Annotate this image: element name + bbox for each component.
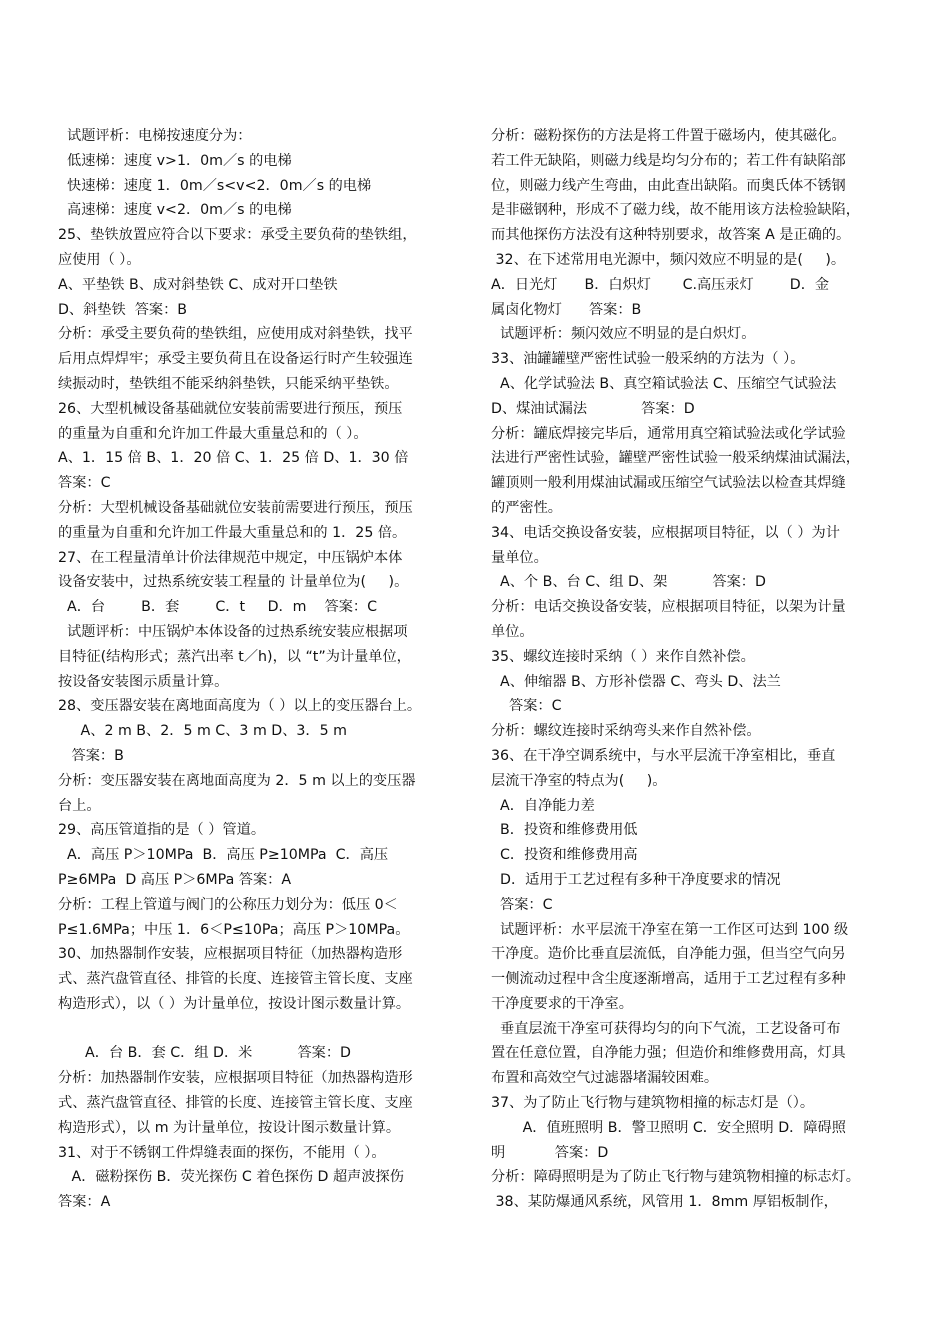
text-line: 台上。: [58, 797, 101, 814]
text-line: 高速梯：速度 v<2．0m／s 的电梯: [58, 202, 292, 219]
text-line: A、个 B、台 C、组 D、架 答案：D: [491, 574, 766, 591]
text-line: 的重量为自重和允许加工件最大重量总和的（ ）。: [58, 425, 368, 442]
text-line: 明 答案：D: [491, 1144, 609, 1161]
text-line: 分析：螺纹连接时采纳弯头来作自然补偿。: [491, 723, 761, 740]
text-line: A、2 m B、2．5 m C、3 m D、3．5 m: [58, 723, 347, 740]
text-line: 垂直层流干净室可获得均匀的向下气流，工艺设备可布: [491, 1020, 841, 1037]
text-line: 答案：B: [58, 747, 124, 764]
text-line: 快速梯：速度 1．0m／s<v<2．0m／s 的电梯: [58, 177, 372, 194]
text-line: 36、在干净空调系统中，与水平层流干净室相比，垂直: [491, 747, 836, 764]
text-line: 37、为了防止飞行物与建筑物相撞的标志灯是（）。: [491, 1095, 815, 1112]
text-line: A．自净能力差: [491, 797, 595, 814]
text-line: 目特征(结构形式；蒸汽出率 t／h)，以 “t”为计量单位，: [58, 648, 411, 665]
text-line: 分析：大型机械设备基础就位安装前需要进行预压，预压: [58, 499, 413, 516]
text-line: 33、油罐罐壁严密性试验一般采纳的方法为（ ）。: [491, 351, 805, 368]
text-line: 量单位。: [491, 549, 548, 566]
text-line: 法进行严密性试验，罐壁严密性试验一般采纳煤油试漏法，: [491, 450, 860, 467]
text-line: A、化学试验法 B、真空箱试验法 C、压缩空气试验法: [491, 375, 837, 392]
text-line: 干净度要求的干净室。: [491, 995, 633, 1012]
text-line: 分析：电话交换设备安装，应根据项目特征，以架为计量: [491, 599, 846, 616]
text-line: 34、电话交换设备安装，应根据项目特征，以（ ）为计: [491, 524, 840, 541]
text-line: A、平垫铁 B、成对斜垫铁 C、成对开口垫铁: [58, 276, 338, 293]
text-line: A．高压 P＞10MPa B．高压 P≥10MPa C．高压: [58, 847, 389, 864]
text-line: D、斜垫铁 答案：B: [58, 301, 187, 318]
text-line: 式、蒸汽盘管直径、排管的长度、连接管主管长度、支座: [58, 1095, 413, 1112]
text-line: 位，则磁力线产生弯曲，由此查出缺陷。而奥氏体不锈钢: [491, 177, 846, 194]
left-column: [58, 124, 463, 1215]
text-line: 分析：工程上管道与阀门的公称压力划分为：低压 0＜: [58, 896, 398, 913]
text-line: 答案：A: [58, 1194, 111, 1211]
text-line: A．磁粉探伤 B．荧光探伤 C 着色探伤 D 超声波探伤: [58, 1169, 404, 1186]
text-line: 设备安装中，过热系统安装工程量的 计量单位为( )。: [58, 574, 409, 591]
text-line: P≥6MPa D 高压 P＞6MPa 答案：A: [58, 871, 292, 888]
text-line: 35、螺纹连接时采纳（ ）来作自然补偿。: [491, 648, 755, 665]
text-line: 属卤化物灯 答案：B: [491, 301, 642, 318]
text-line: 若工件无缺陷，则磁力线是均匀分布的；若工件有缺陷部: [491, 152, 846, 169]
text-line: 25、垫铁放置应符合以下要求：承受主要负荷的垫铁组，: [58, 227, 417, 244]
text-line: 31、对于不锈钢工件焊缝表面的探伤，不能用（ ）。: [58, 1144, 386, 1161]
text-line: A．台 B．套 C．t D．m 答案：C: [58, 599, 378, 616]
text-line: 按设备安装图示质量计算。: [58, 673, 229, 690]
text-line: 的严密性。: [491, 499, 562, 516]
text-line: P≤1.6MPa；中压 1．6＜P≤10Pa；高压 P＞10MPa。: [58, 921, 410, 938]
text-line: 构造形式），以 m 为计量单位，按设计图示数量计算。: [58, 1119, 401, 1136]
text-line: 的重量为自重和允许加工件最大重量总和的 1．25 倍。: [58, 524, 407, 541]
text-line: 分析：罐底焊接完毕后，通常用真空箱试验法或化学试验: [491, 425, 846, 442]
text-line: A．值班照明 B．警卫照明 C．安全照明 D．障碍照: [491, 1119, 846, 1136]
text-line: 29、高压管道指的是（ ）管道。: [58, 822, 266, 839]
text-line: 分析：承受主要负荷的垫铁组，应使用成对斜垫铁，找平: [58, 326, 413, 343]
text-line: 分析：障碍照明是为了防止飞行物与建筑物相撞的标志灯。: [491, 1169, 860, 1186]
text-line: 32、在下述常用电光源中，频闪效应不明显的是( )。: [491, 251, 846, 268]
text-line: 是非磁钢种，形成不了磁力线，故不能用该方法检验缺陷，: [491, 202, 860, 219]
text-line: 试题评析：频闪效应不明显的是白炽灯。: [491, 326, 756, 343]
text-line: 层流干净室的特点为( )。: [491, 772, 667, 789]
text-line: D．适用于工艺过程有多种干净度要求的情况: [491, 871, 781, 888]
text-line: A、伸缩器 B、方形补偿器 C、弯头 D、法兰: [491, 673, 781, 690]
text-line: A．日光灯 B．白炽灯 C.高压汞灯 D．金: [491, 276, 830, 293]
text-line: 分析：磁粉探伤的方法是将工件置于磁场内，使其磁化。: [491, 128, 846, 144]
text-line: [58, 1017, 463, 1042]
text-line: 布置和高效空气过滤器堵漏较困难。: [491, 1070, 719, 1087]
text-line: 续振动时，垫铁组不能采纳斜垫铁，只能采纳平垫铁。: [58, 375, 399, 392]
text-line: D、煤油试漏法 答案：D: [491, 400, 695, 417]
text-line: A．台 B．套 C．组 D．米 答案：D: [58, 1045, 351, 1062]
text-line: 试题评析：电梯按速度分为：: [58, 128, 252, 144]
text-line: 分析：加热器制作安装，应根据项目特征（加热器构造形: [58, 1070, 413, 1087]
text-line: 干净度。造价比垂直层流低，自净能力强，但当空气向另: [491, 946, 846, 963]
text-line: 单位。: [491, 623, 534, 640]
text-line: 而其他探伤方法没有这种特别要求，故答案 A 是正确的。: [491, 227, 851, 244]
text-line: 应使用（ ）。: [58, 251, 141, 268]
right-column: [491, 124, 901, 1215]
text-line: 分析：变压器安装在离地面高度为 2．5 m 以上的变压器: [58, 772, 416, 789]
text-line: 答案：C: [58, 475, 111, 492]
text-line: B．投资和维修费用低: [491, 822, 638, 839]
text-line: 罐顶则一般利用煤油试漏或压缩空气试验法以检查其焊缝: [491, 475, 846, 492]
text-line: 置在任意位置，自净能力强；但造价和维修费用高，灯具: [491, 1045, 846, 1062]
text-line: 构造形式），以（ ）为计量单位，按设计图示数量计算。: [58, 995, 411, 1012]
text-line: 低速梯：速度 v>1．0m／s 的电梯: [58, 152, 292, 169]
text-line: 试题评析：中压锅炉本体设备的过热系统安装应根据项: [58, 623, 408, 640]
text-line: A、1．15 倍 B、1．20 倍 C、1．25 倍 D、1．30 倍: [58, 450, 409, 467]
text-line: 试题评析：水平层流干净室在第一工作区可达到 100 级: [491, 921, 849, 938]
text-line: 38、某防爆通风系统，风管用 1．8mm 厚铝板制作，: [491, 1194, 838, 1211]
text-line: 30、加热器制作安装，应根据项目特征（加热器构造形: [58, 946, 403, 963]
text-line: 一侧流动过程中含尘度逐渐增高，适用于工艺过程有多种: [491, 971, 846, 988]
text-line: 答案：C: [491, 698, 562, 715]
text-line: 式、蒸汽盘管直径、排管的长度、连接管主管长度、支座: [58, 971, 413, 988]
text-line: 后用点焊焊牢；承受主要负荷且在设备运行时产生较强连: [58, 351, 413, 368]
text-line: 27、在工程量清单计价法律规范中规定，中压锅炉本体: [58, 549, 403, 566]
text-line: C．投资和维修费用高: [491, 847, 638, 864]
text-line: 28、变压器安装在离地面高度为（ ）以上的变压器台上。: [58, 698, 422, 715]
text-line: 答案：C: [491, 896, 553, 913]
text-line: 26、大型机械设备基础就位安装前需要进行预压，预压: [58, 400, 403, 417]
